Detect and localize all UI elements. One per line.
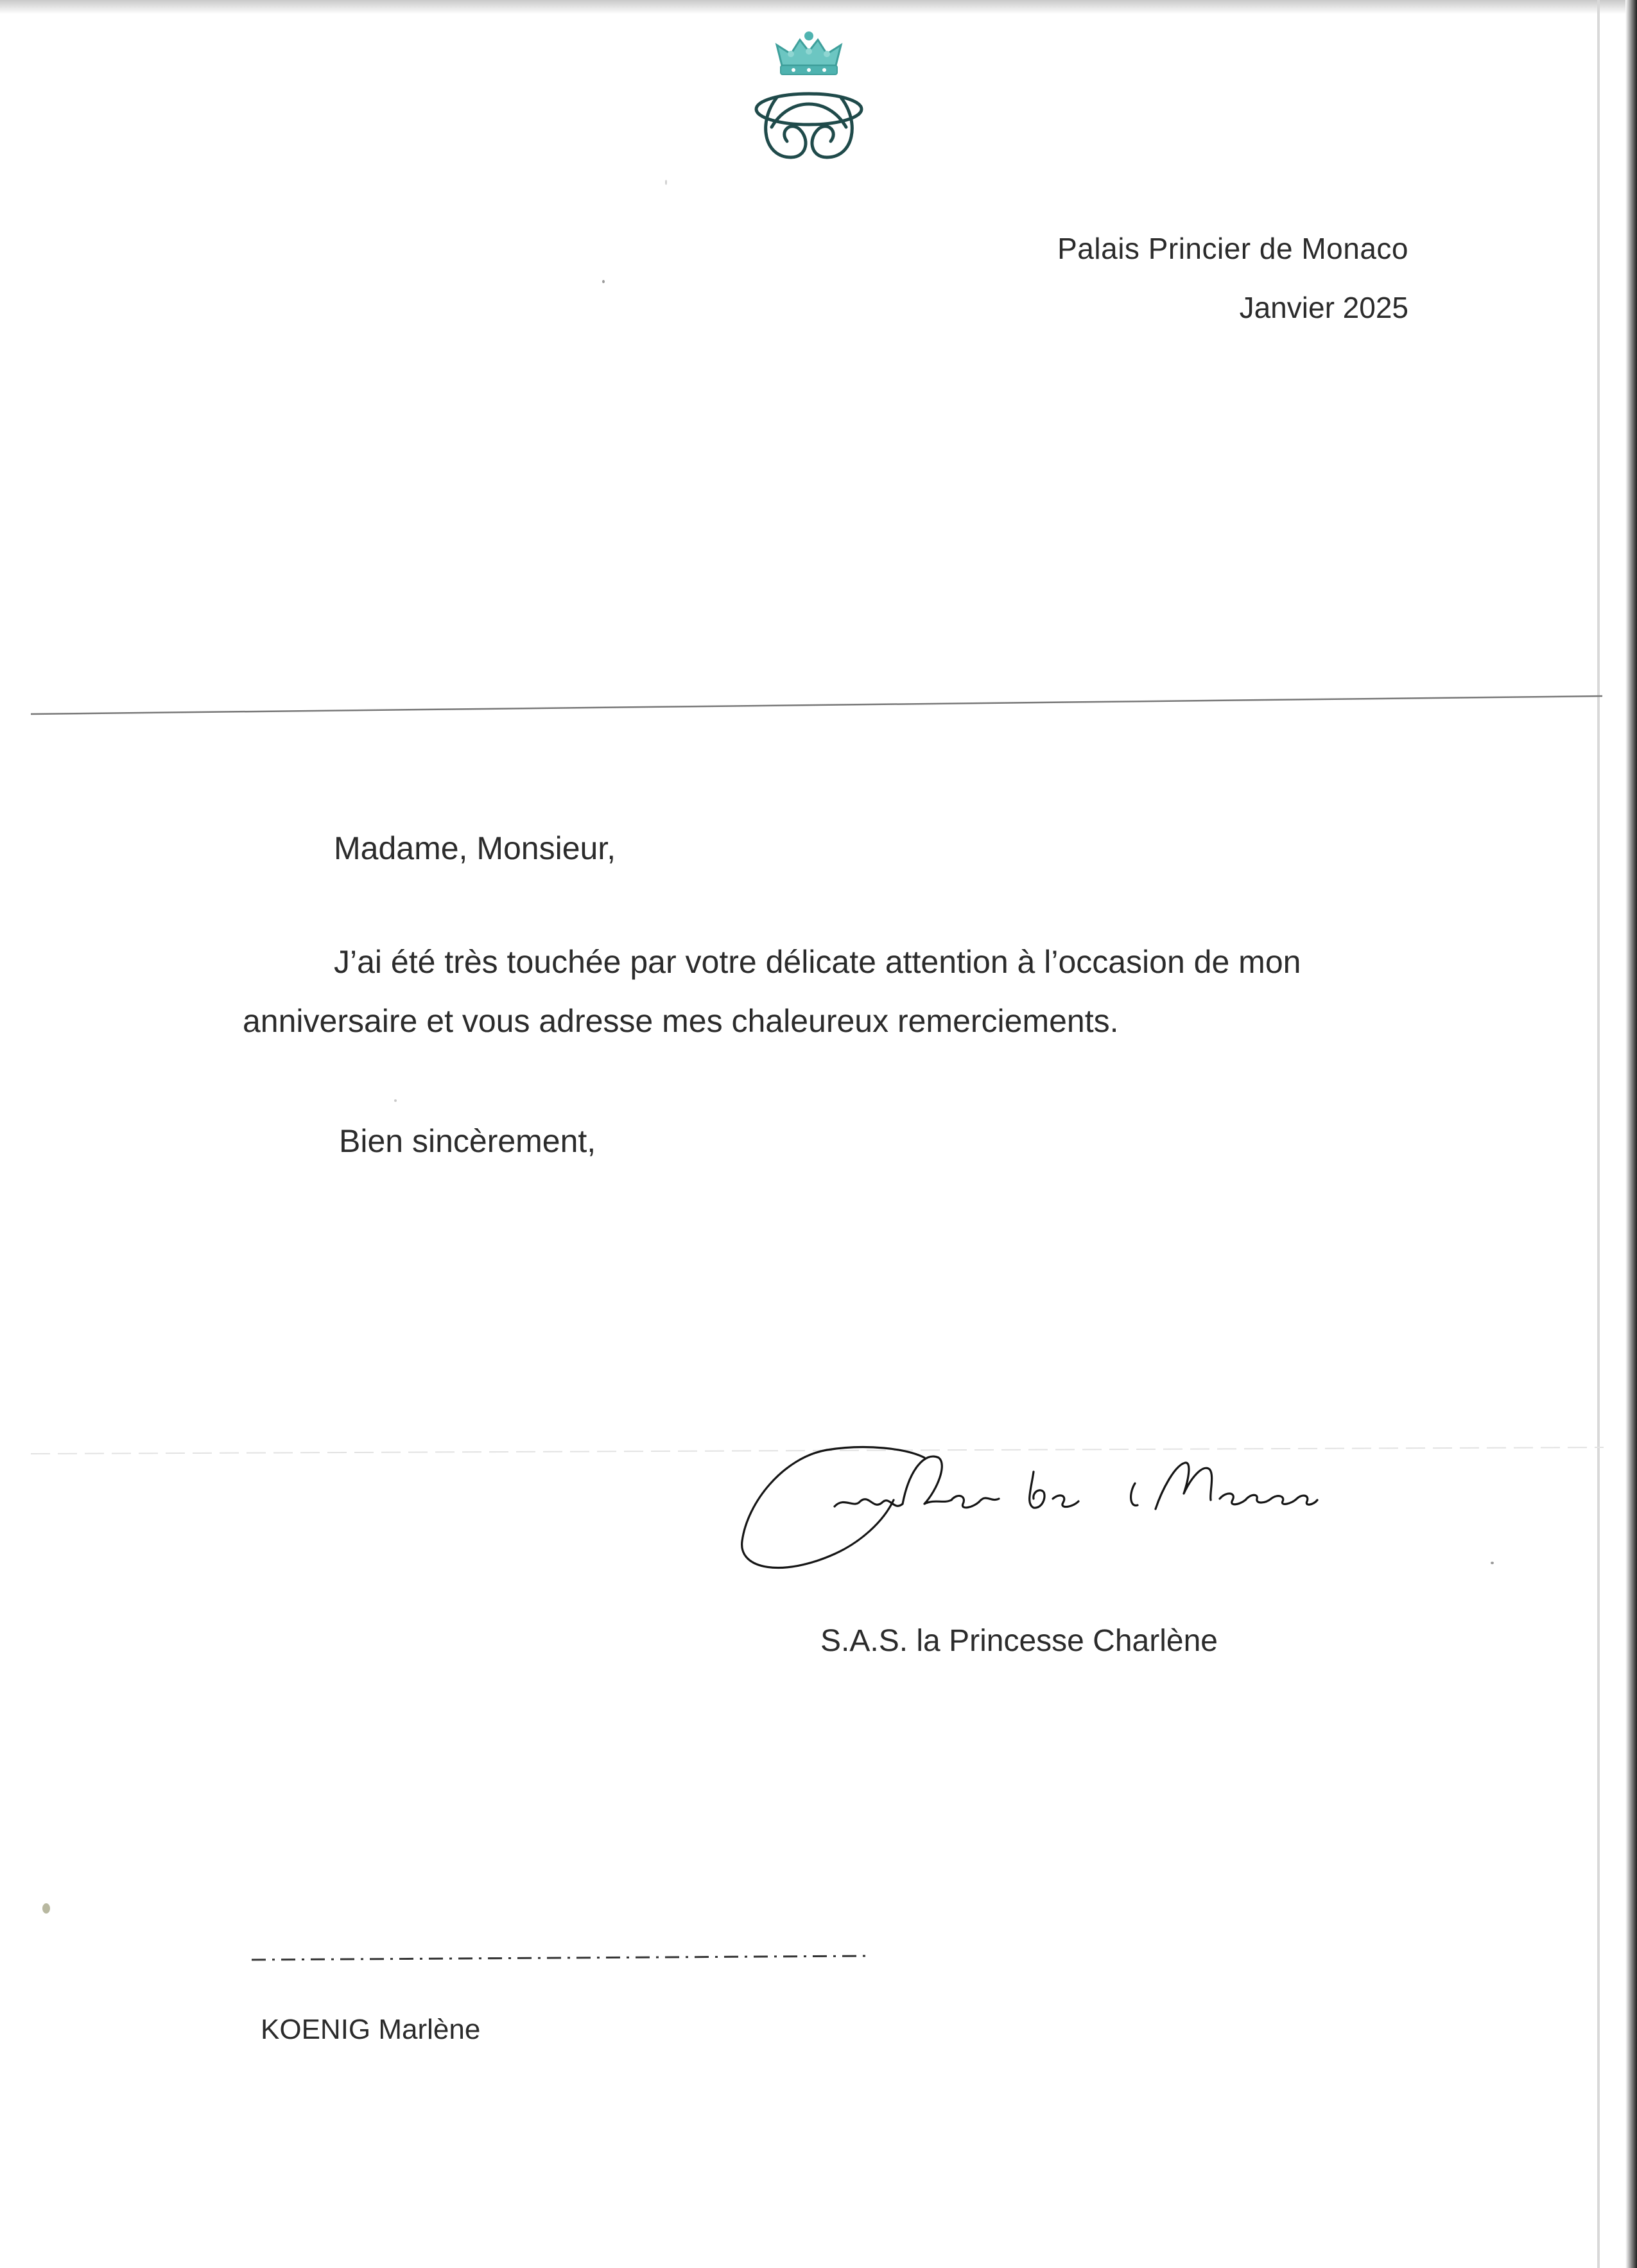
sender-address: Palais Princier de Monaco bbox=[1057, 232, 1408, 265]
crown-monogram-icon bbox=[732, 26, 886, 186]
monogram-icon bbox=[756, 94, 862, 157]
scan-speck bbox=[394, 1099, 397, 1102]
scan-shadow-right bbox=[1625, 0, 1637, 2268]
scan-speck bbox=[602, 280, 605, 283]
salutation: Madame, Monsieur, bbox=[334, 830, 616, 866]
letter-date: Janvier 2025 bbox=[1239, 291, 1408, 324]
scan-speck bbox=[665, 180, 667, 185]
scan-speck bbox=[1491, 1562, 1494, 1564]
scan-shadow-top bbox=[0, 0, 1637, 14]
crown-icon bbox=[777, 31, 841, 74]
letter-body: J’ai été très touchée par votre délicate attention à l’occasion de mon anniversaire et vous adresse mes chaleureux remerciements. bbox=[243, 944, 1301, 1039]
fold-line bbox=[31, 693, 1602, 719]
closing: Bien sincèrement, bbox=[339, 1123, 596, 1159]
scan-edge bbox=[1597, 0, 1600, 2268]
signer-name: S.A.S. la Princesse Charlène bbox=[820, 1624, 1218, 1658]
scan-speck bbox=[42, 1903, 50, 1914]
signature bbox=[732, 1432, 1322, 1586]
dash-dot-line bbox=[252, 1952, 868, 1965]
recipient-name: KOENIG Marlène bbox=[261, 2014, 481, 2045]
